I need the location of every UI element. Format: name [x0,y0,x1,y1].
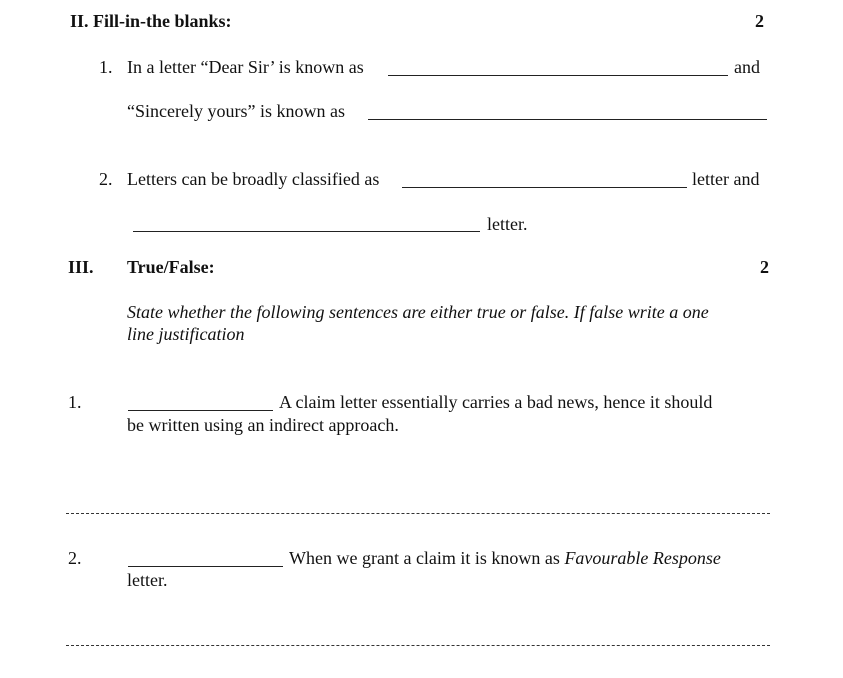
section-iii-marks: 2 [760,257,769,277]
tf-question-1-line-1: A claim letter essentially carries a bad news, hence it should [279,392,713,412]
answer-line-1 [66,513,770,514]
answer-line-2 [66,645,770,646]
question-1-text-a: In a letter “Dear Sir’ is known as [127,57,364,77]
tf-question-2-line-2: letter. [127,570,168,590]
tf-question-2-line-1-italic: Favourable Response [564,548,721,568]
question-2-letter-and: letter and [692,169,760,189]
tf-question-2-line-1-plain: When we grant a claim it is known as [289,548,560,568]
question-1-text-b: “Sincerely yours” is known as [127,101,345,121]
question-2-number: 2. [99,169,113,189]
tf-question-2-blank [128,566,283,567]
question-1-and: and [734,57,760,77]
tf-question-2-line-1 [289,549,721,567]
question-1-blank-2 [368,119,767,120]
section-iii-roman: III. [68,257,94,277]
tf-question-1-line-2: be written using an indirect approach. [127,415,399,435]
section-iii-heading: True/False: [127,257,215,277]
question-2-blank-1 [402,187,687,188]
tf-question-1-blank [128,410,273,411]
question-1-blank-1 [388,75,728,76]
question-2-text-a: Letters can be broadly classified as [127,169,380,189]
instruction-line-1: State whether the following sentences are either true or false. If false write a one [127,302,709,322]
tf-question-1-number: 1. [68,392,82,412]
section-ii-heading: II. Fill-in-the blanks: [70,11,232,31]
question-2-letter-end: letter. [487,214,528,234]
question-2-blank-2 [133,231,480,232]
tf-question-2-number: 2. [68,548,82,568]
section-ii-marks: 2 [755,11,764,31]
question-1-number: 1. [99,57,113,77]
instruction-line-2: line justification [127,324,245,344]
